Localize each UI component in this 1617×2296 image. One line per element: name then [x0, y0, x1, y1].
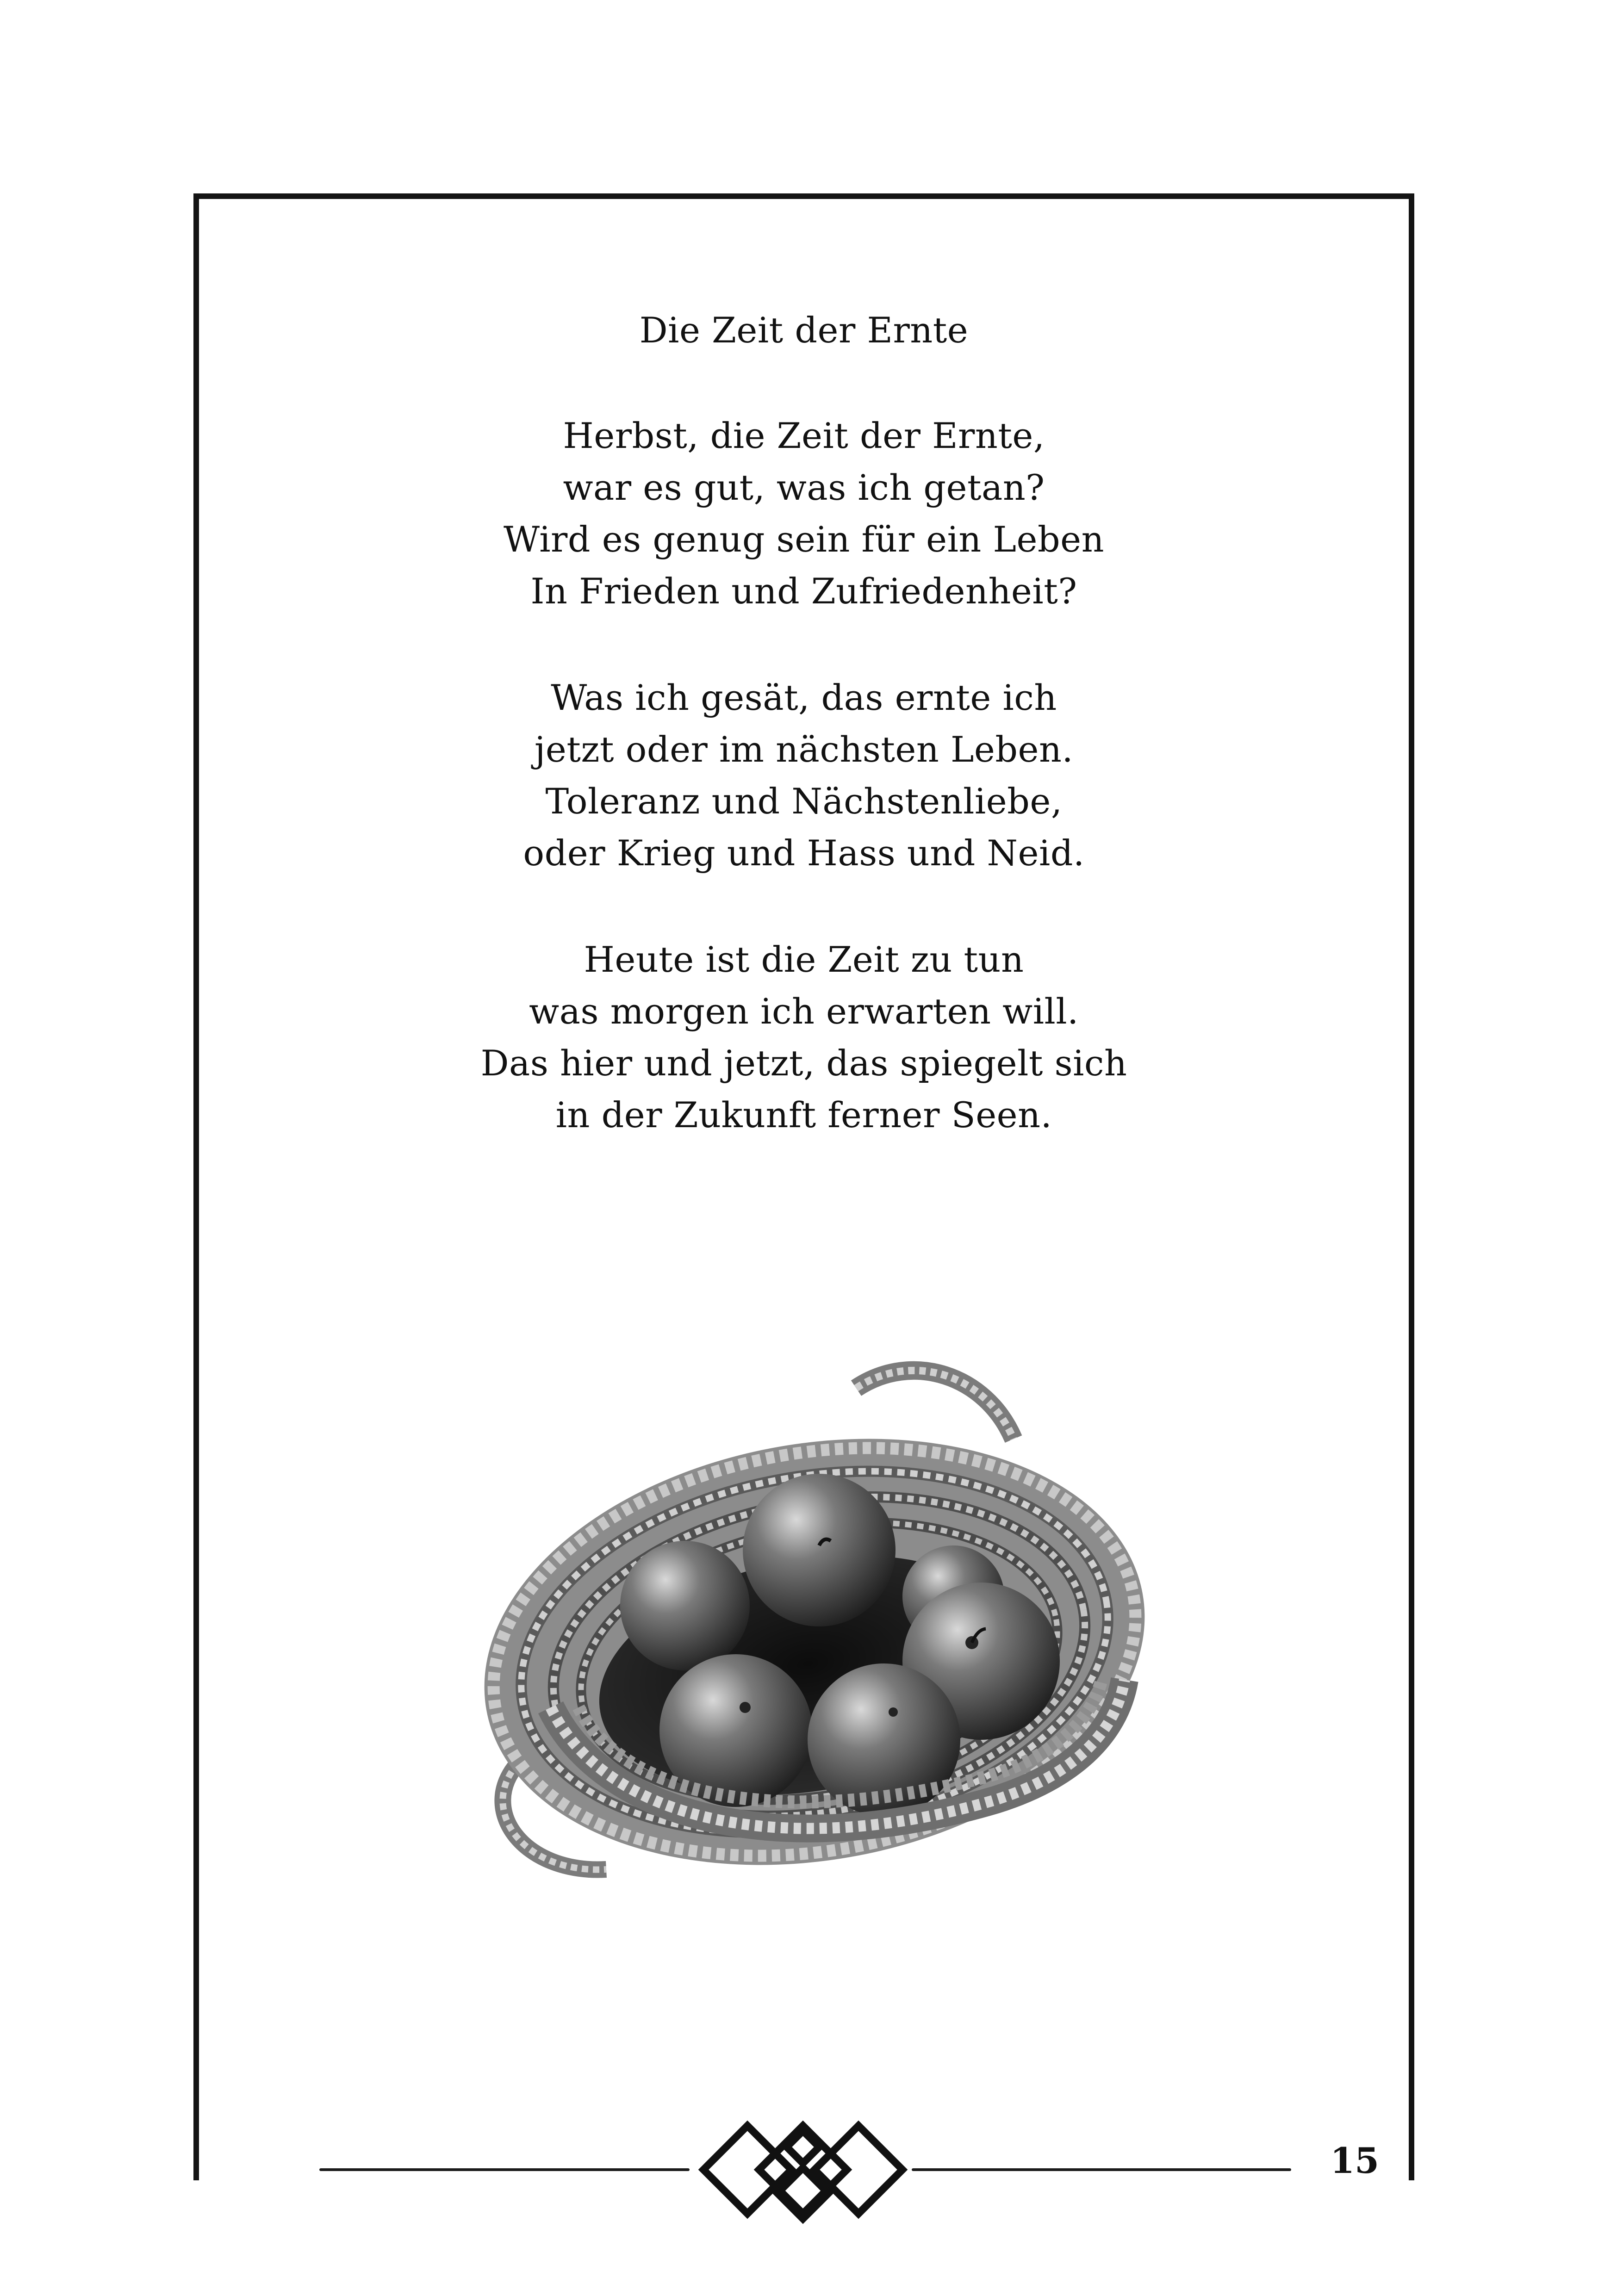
page-frame-left: [193, 193, 199, 2180]
poem-line: Wird es genug sein für ein Leben: [503, 519, 1105, 560]
poem-line: oder Krieg und Hass und Neid.: [523, 832, 1085, 874]
ornament-line-left: [319, 2168, 690, 2171]
poem-line: Toleranz und Nächstenliebe,: [545, 781, 1063, 822]
poem-line: In Frieden und Zufriedenheit?: [530, 571, 1077, 612]
poem-stanza: [199, 934, 1409, 1141]
ornament-line-right: [912, 2168, 1291, 2171]
page-frame-right: [1409, 193, 1414, 2180]
poem-line: was morgen ich erwarten will.: [529, 991, 1079, 1032]
poem-line: Herbst, die Zeit der Ernte,: [563, 415, 1045, 456]
poem-stanza: [199, 410, 1409, 617]
page-frame-top: [193, 193, 1414, 199]
poem-line: Heute ist die Zeit zu tun: [584, 939, 1024, 980]
poem-line: war es gut, was ich getan?: [563, 467, 1045, 508]
apple-basket-icon: [467, 1356, 1162, 1902]
poem-line: in der Zukunft ferner Seen.: [555, 1094, 1052, 1136]
page-number: 15: [1330, 2140, 1379, 2181]
interlocking-diamonds-icon: [694, 2115, 912, 2240]
poem-line: jetzt oder im nächsten Leben.: [534, 729, 1074, 770]
poem-stanza: [199, 672, 1409, 879]
poem-title: Die Zeit der Ernte: [639, 310, 969, 351]
poem-line: Was ich gesät, das ernte ich: [551, 677, 1057, 718]
poem-line: Das hier und jetzt, das spiegelt sich: [480, 1043, 1127, 1084]
